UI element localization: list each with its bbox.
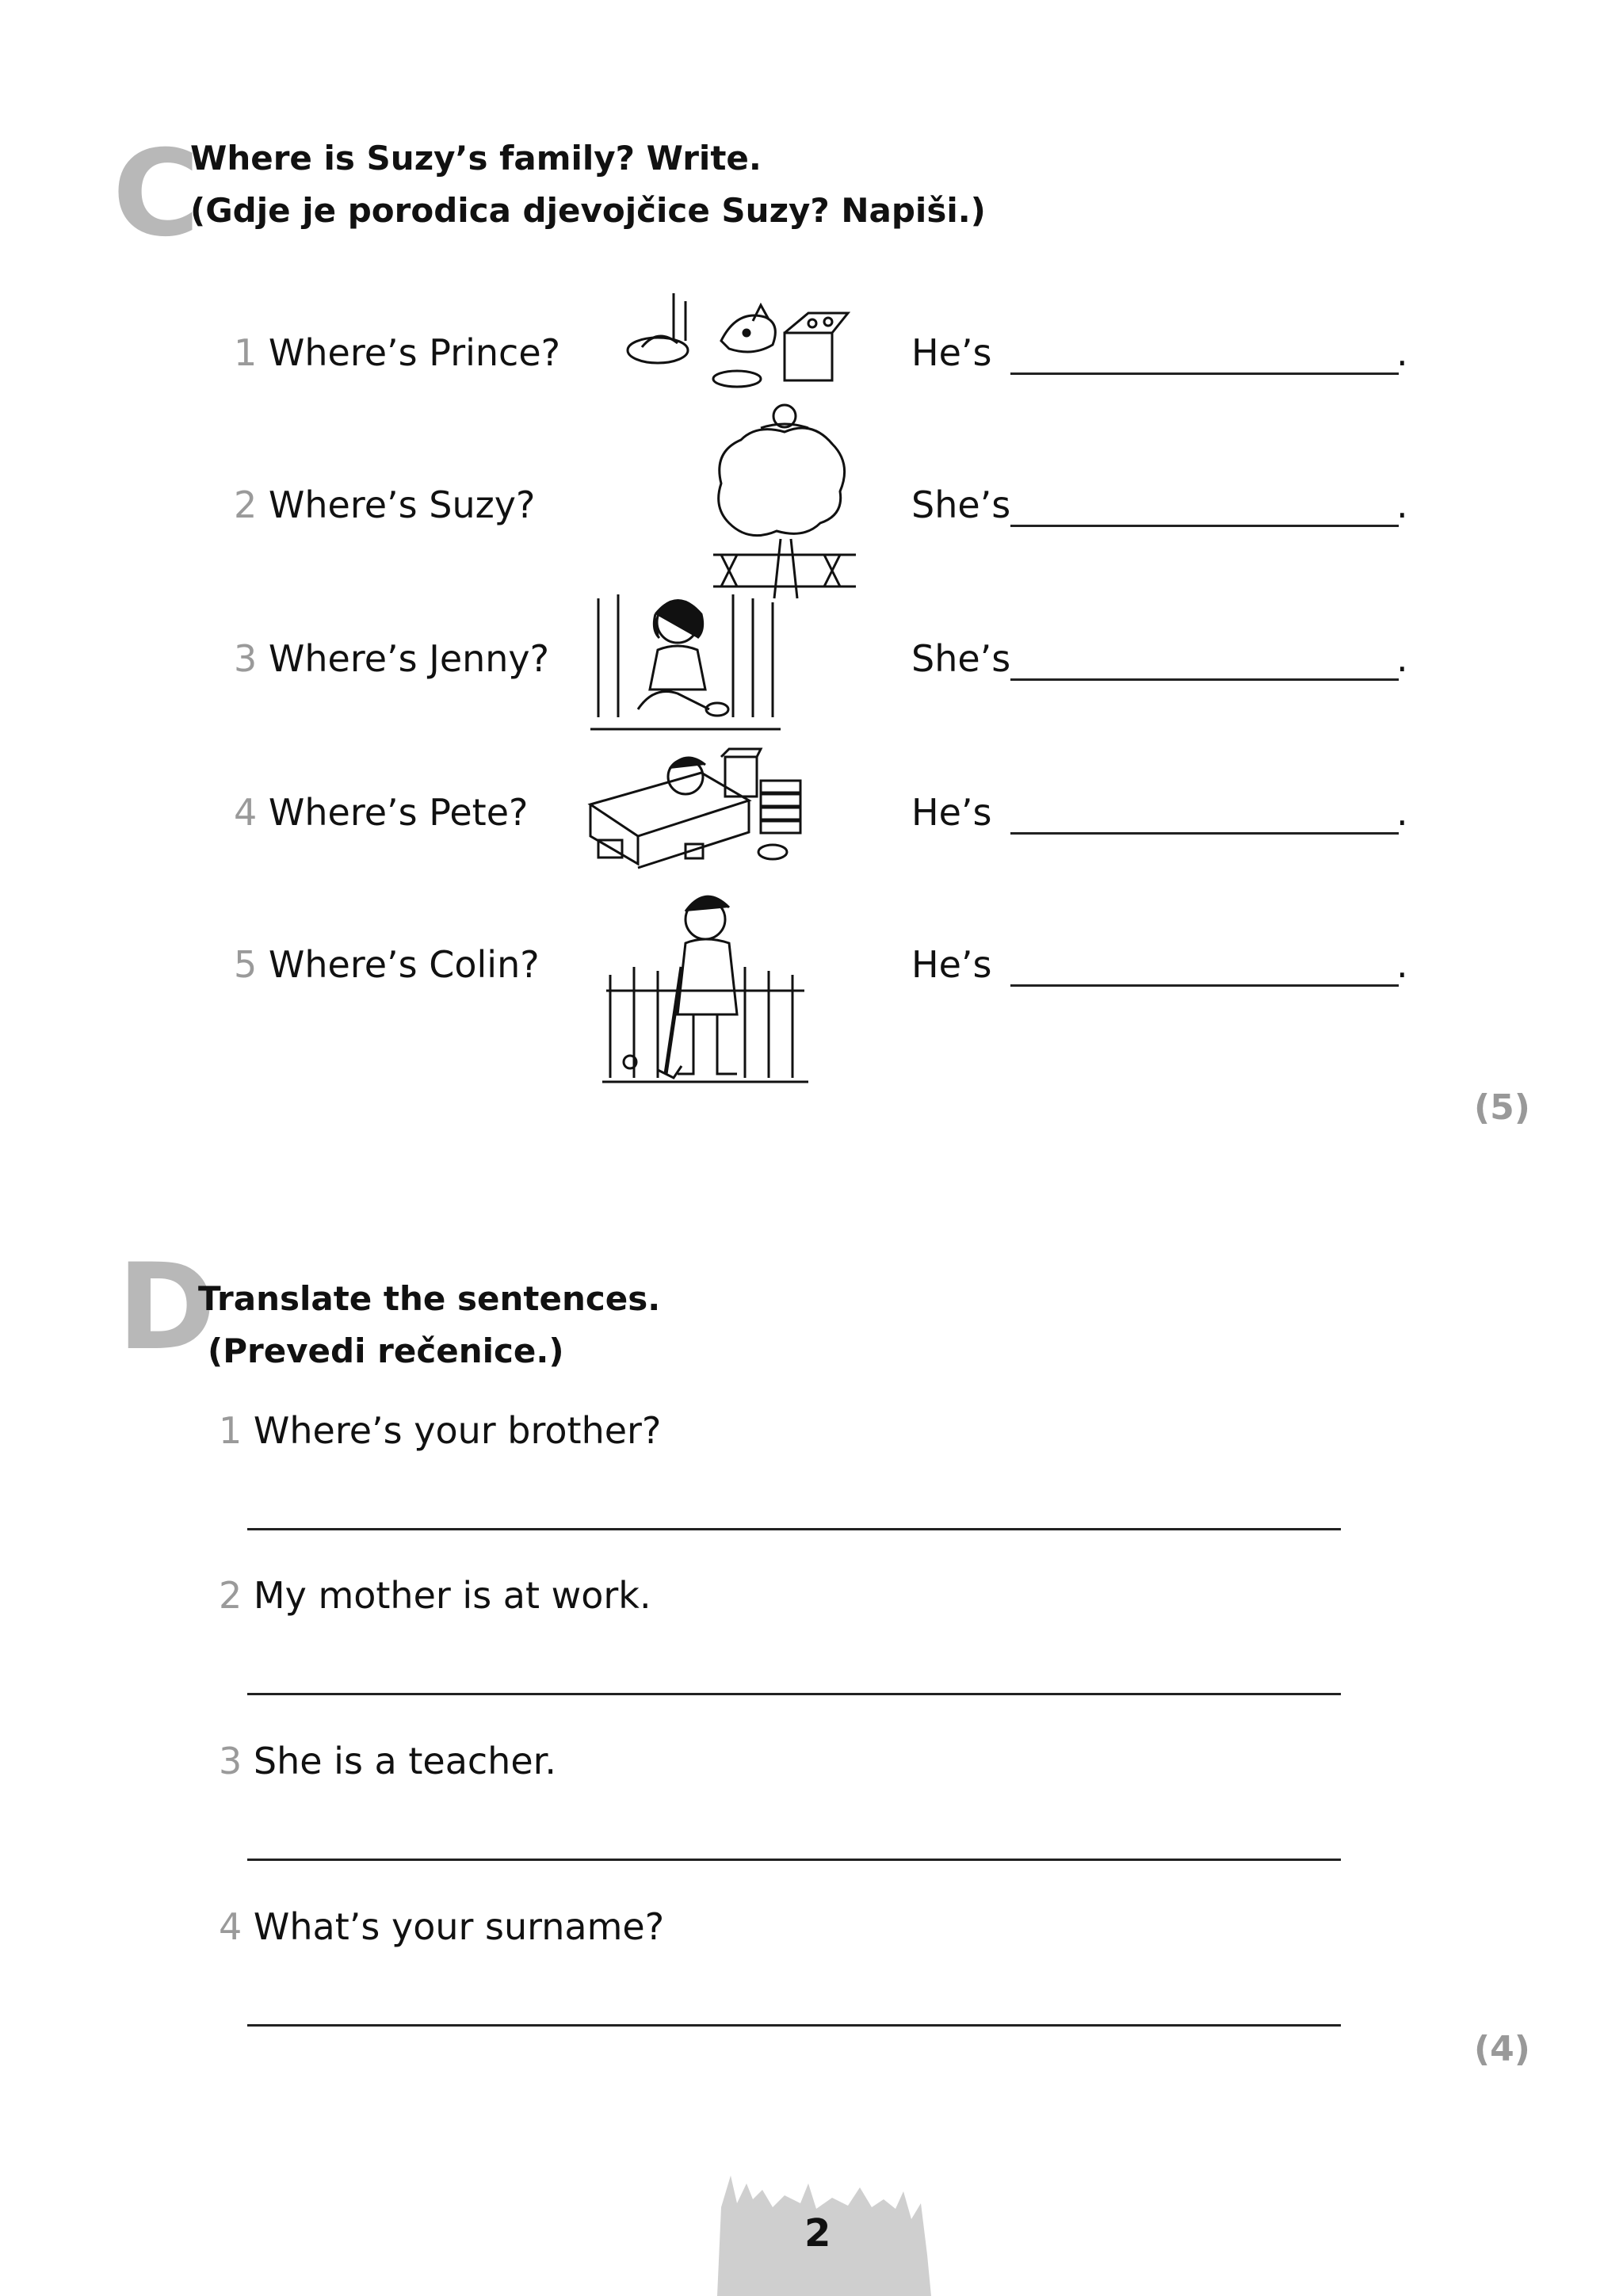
answer-period-2: . — [1396, 483, 1408, 526]
sentence-number: 2 — [219, 1574, 242, 1617]
question-text: Where’s Pete? — [268, 791, 529, 834]
translation-line-3[interactable] — [247, 1859, 1341, 1861]
question-4 — [234, 791, 528, 835]
sentence-number: 1 — [219, 1409, 242, 1452]
sentence-number: 4 — [219, 1905, 242, 1948]
question-text: Where’s Suzy? — [268, 483, 536, 526]
section-c-instruction-en: Where is Suzy’s family? Write. — [190, 139, 762, 178]
illustration-pete-bed — [582, 741, 808, 880]
section-c-score: (5) — [1474, 1087, 1530, 1128]
page-number: 2 — [804, 2211, 831, 2256]
question-text: Where’s Prince? — [268, 331, 561, 374]
sentence-2 — [219, 1574, 651, 1618]
section-d-score: (4) — [1474, 2029, 1530, 2069]
answer-prefix-4: He’s — [911, 791, 992, 834]
section-c-letter: C — [113, 125, 200, 263]
sentence-1 — [219, 1409, 661, 1453]
sentence-text: She is a teacher. — [253, 1740, 556, 1782]
illustration-suzy-tree — [705, 396, 864, 602]
answer-blank-3[interactable] — [1010, 678, 1399, 681]
answer-period-5: . — [1396, 943, 1408, 986]
answer-blank-2[interactable] — [1010, 525, 1399, 527]
question-number: 3 — [234, 637, 258, 680]
translation-line-2[interactable] — [247, 1693, 1341, 1695]
answer-prefix-5: He’s — [911, 943, 992, 986]
answer-period-1: . — [1396, 331, 1408, 374]
question-number: 5 — [234, 943, 258, 986]
translation-line-1[interactable] — [247, 1528, 1341, 1530]
sentence-4 — [219, 1905, 664, 1949]
answer-prefix-1: He’s — [911, 331, 992, 374]
section-d-instruction-en: Translate the sentences. — [198, 1279, 661, 1318]
question-5 — [234, 943, 540, 987]
question-2 — [234, 483, 535, 527]
question-text: Where’s Colin? — [268, 943, 540, 986]
answer-blank-4[interactable] — [1010, 832, 1399, 835]
answer-blank-1[interactable] — [1010, 372, 1399, 375]
sentence-number: 3 — [219, 1740, 242, 1782]
answer-prefix-2: She’s — [911, 483, 1011, 526]
answer-blank-5[interactable] — [1010, 984, 1399, 987]
translation-line-4[interactable] — [247, 2024, 1341, 2027]
section-d-instruction — [198, 1273, 660, 1377]
question-number: 4 — [234, 791, 258, 834]
illustration-jenny-garden — [590, 590, 781, 737]
question-text: Where’s Jenny? — [268, 637, 550, 680]
answer-prefix-3: She’s — [911, 637, 1011, 680]
section-d-instruction-local: (Prevedi rečenice.) — [208, 1331, 564, 1370]
section-c-instruction-local: (Gdje je porodica djevojčice Suzy? Napiši.) — [190, 191, 986, 230]
question-1 — [234, 331, 560, 375]
illustration-colin-garden — [602, 888, 808, 1090]
sentence-text: My mother is at work. — [253, 1574, 651, 1617]
sentence-3 — [219, 1740, 556, 1783]
sentence-text: What’s your surname? — [253, 1905, 665, 1948]
section-d-letter: D — [117, 1239, 216, 1377]
question-number: 1 — [234, 331, 258, 374]
answer-period-3: . — [1396, 637, 1408, 680]
illustration-prince-kitchen — [610, 285, 856, 396]
question-3 — [234, 637, 549, 681]
section-c-instruction — [190, 132, 986, 237]
sentence-text: Where’s your brother? — [253, 1409, 662, 1452]
question-number: 2 — [234, 483, 258, 526]
answer-period-4: . — [1396, 791, 1408, 834]
